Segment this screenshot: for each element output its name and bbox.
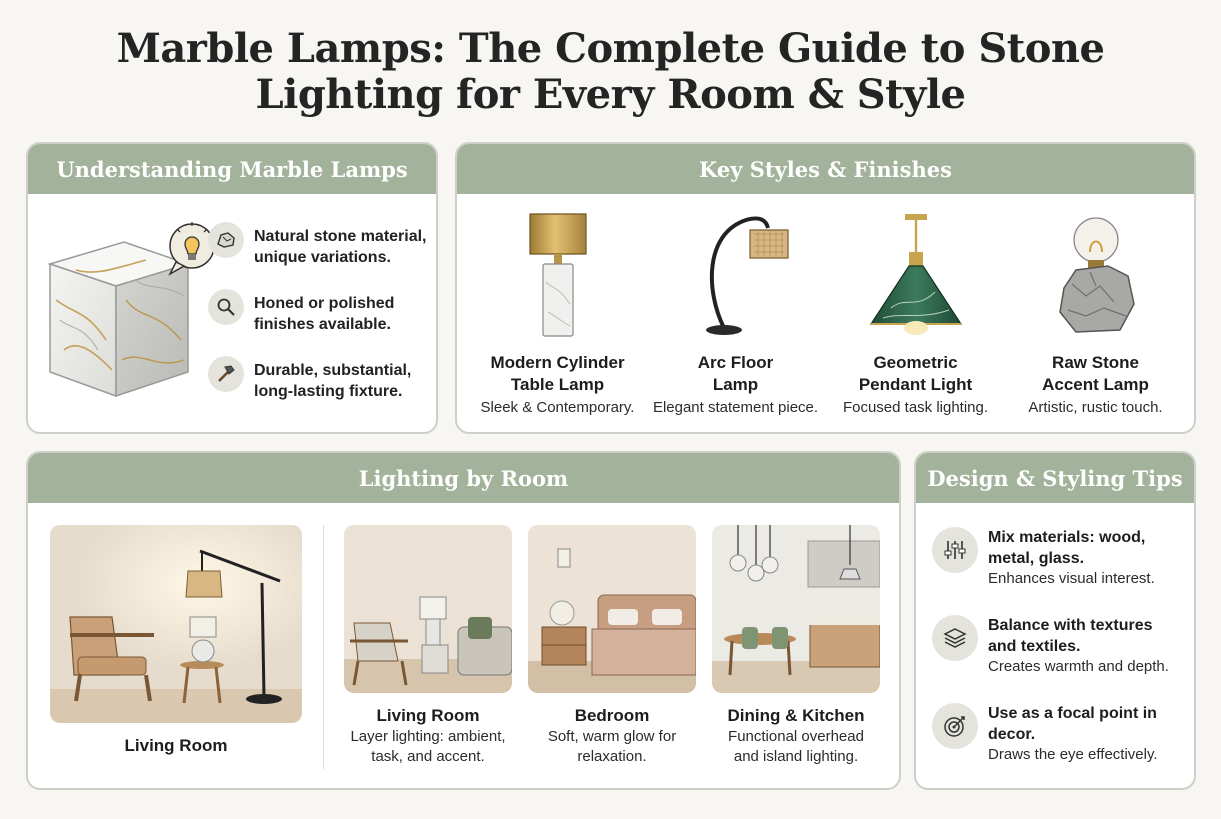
layers-icon [932, 615, 978, 661]
bedroom-caption [518, 705, 706, 767]
style-name-line: Lamp [712, 375, 759, 394]
feature-text-line: Honed or polished [254, 295, 395, 312]
featured-room-caption [50, 735, 302, 757]
style-description: Sleek & Contemporary. [480, 399, 635, 416]
styles-heading: Key Styles & Finishes [457, 144, 1194, 194]
tip-focal-point [932, 703, 1194, 765]
style-modern-cylinder [465, 206, 650, 418]
featured-living-room-image [50, 525, 302, 723]
stone-icon [208, 222, 244, 258]
rooms-panel [26, 451, 901, 790]
style-name-line: Raw Stone [1052, 353, 1139, 372]
tip-balance-textures [932, 615, 1194, 677]
style-name-line: Modern Cylinder [490, 353, 625, 372]
arc-floor-lamp-illustration [676, 212, 796, 338]
tip-description: Creates warmth and depth. [988, 658, 1169, 675]
page-title [0, 26, 1221, 118]
title-line-2: Lighting for Every Room & Style [255, 71, 966, 118]
room-desc-line: Functional overhead [728, 728, 864, 745]
target-icon [932, 703, 978, 749]
feature-text-line: Durable, substantial, [254, 362, 412, 379]
style-description: Elegant statement piece. [652, 399, 819, 416]
tip-bold-line: Balance with textures [988, 617, 1153, 634]
room-desc-line: task, and accent. [371, 748, 485, 765]
room-desc-line: Soft, warm glow for [547, 728, 677, 745]
style-geometric-pendant [823, 206, 1008, 418]
tips-panel [914, 451, 1196, 790]
understanding-panel [26, 142, 438, 434]
style-name-line: Accent Lamp [1042, 375, 1149, 394]
raw-stone-lamp-illustration [1046, 212, 1146, 338]
style-name-line: Arc Floor [697, 353, 774, 372]
style-raw-stone [1003, 206, 1188, 418]
tip-description: Draws the eye effectively. [988, 746, 1158, 763]
hammer-icon [208, 356, 244, 392]
styles-panel [455, 142, 1196, 434]
style-name-line: Pendant Light [858, 375, 973, 394]
tip-bold-line: Mix materials: wood, [988, 529, 1146, 546]
feature-text-line: Natural stone material, [254, 228, 427, 245]
dining-kitchen-caption [702, 705, 890, 767]
tips-heading: Design & Styling Tips [916, 453, 1194, 503]
style-name-line: Table Lamp [510, 375, 605, 394]
tip-mix-materials [932, 527, 1194, 589]
feature-natural-stone [208, 226, 433, 268]
bedroom-image [528, 525, 696, 693]
style-description: Focused task lighting. [842, 399, 989, 416]
marble-cube-illustration [46, 220, 221, 400]
feature-durable [208, 360, 433, 402]
living-room-image [344, 525, 512, 693]
room-name: Dining & Kitchen [727, 706, 865, 725]
rooms-heading: Lighting by Room [28, 453, 899, 503]
style-arc-floor [643, 206, 828, 418]
room-desc-line: Layer lighting: ambient, [350, 728, 506, 745]
feature-text-line: long-lasting fixture. [254, 383, 403, 400]
style-description: Artistic, rustic touch. [1028, 399, 1163, 416]
tip-bold-line: Use as a focal point in [988, 705, 1157, 722]
living-room-caption [334, 705, 522, 767]
understanding-heading: Understanding Marble Lamps [28, 144, 436, 194]
room-name: Bedroom [574, 706, 650, 725]
title-line-1: Marble Lamps: The Complete Guide to Stone [116, 25, 1105, 72]
feature-text-line: unique variations. [254, 249, 391, 266]
room-name: Living Room [376, 706, 480, 725]
tip-bold-line: and textiles. [988, 638, 1081, 655]
tip-bold-line: metal, glass. [988, 550, 1085, 567]
room-desc-line: and island lighting. [733, 748, 859, 765]
feature-finishes [208, 293, 433, 335]
feature-text-line: finishes available. [254, 316, 391, 333]
pendant-light-illustration [861, 212, 971, 338]
sliders-icon [932, 527, 978, 573]
featured-room-name: Living Room [124, 736, 228, 755]
rooms-divider [323, 525, 324, 769]
style-name-line: Geometric [873, 353, 958, 372]
tip-bold-line: decor. [988, 726, 1036, 743]
cylinder-table-lamp-illustration [518, 212, 598, 338]
magnifier-icon [208, 289, 244, 325]
room-desc-line: relaxation. [577, 748, 647, 765]
tip-description: Enhances visual interest. [988, 570, 1155, 587]
dining-kitchen-image [712, 525, 880, 693]
